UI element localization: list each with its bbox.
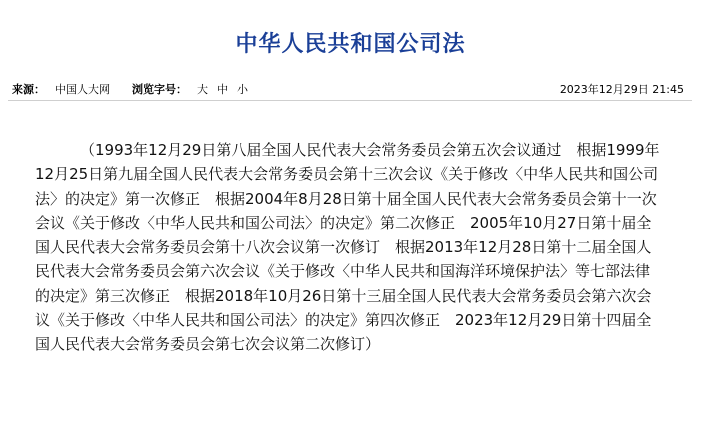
meta-left (12, 80, 257, 100)
font-size-label: 浏览字号： (132, 83, 187, 96)
publish-datetime: 2023年12月29日 21:45 (559, 83, 684, 96)
source-label: 来源： (12, 83, 45, 96)
page-title: 中华人民共和国公司法 (235, 32, 466, 57)
law-preamble: （1993年12月29日第八届全国人民代表大会常务委员会第五次会议通过 根据1999年12月25日第九届全国人民代表大会常务委员会第十三次会议《关于修改〈中华人民共和国公司法〉的决定》第一次修正 根据2004年8月28日第十届全国人民代表大会常务委员会第十一次会议《关于修改〈中华人民共和国公司法〉的决定》第二次修正 2005年10月27日第十届全国人民代表大会常务委员会第十八次会议第一次修订 根据2013年12月28日第十二届全国人民代表大会常务委员会第六次会议《关于修改〈中华人民共和国海洋环境保护法〉等七部法律的决定》第三次修正 根据2018年10月26日第十三届全国人民代表大会常务委员会第六次会议《关于修改〈中华人民共和国公司法〉的决定》第四次修正 2023年12月29日第十四届全国人民代表大会常务委员会第七次会议第二次修订） (35, 141, 660, 354)
font-size-small-button[interactable]: 小 (237, 83, 248, 96)
article-meta-bar (8, 80, 692, 101)
source-value: 中国人大网 (55, 83, 110, 96)
font-size-options (197, 80, 257, 100)
article-body (35, 138, 660, 357)
font-size-large-button[interactable]: 大 (197, 83, 208, 96)
font-size-medium-button[interactable]: 中 (217, 83, 228, 96)
